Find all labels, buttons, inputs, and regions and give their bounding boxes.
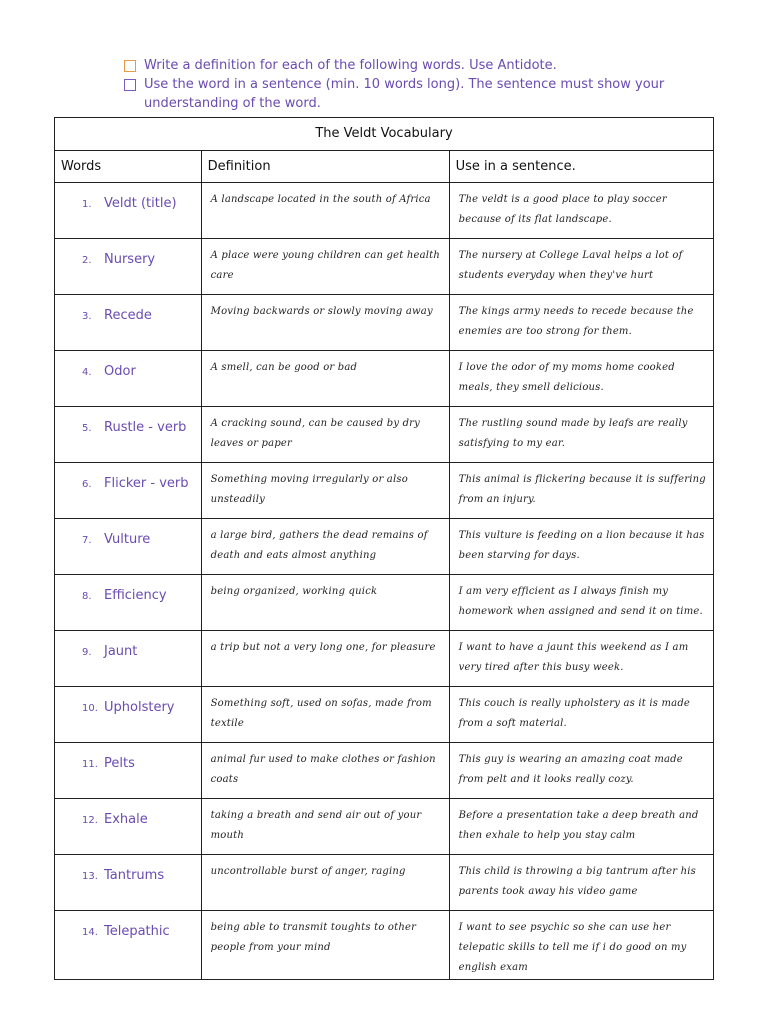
definition-text: a large bird, gathers the dead remains of death and eats almost anything [210, 530, 428, 561]
table-row [55, 183, 714, 239]
sentence-text: I love the odor of my moms home cooked meals, they smell delicious. [458, 362, 675, 393]
table-row [55, 799, 714, 855]
table-title: The Veldt Vocabulary [55, 118, 714, 151]
sentence-cell [449, 743, 713, 799]
sentence-cell [449, 239, 713, 295]
definition-text: A smell, can be good or bad [210, 362, 358, 373]
table-body [55, 183, 714, 980]
instruction-2 [124, 75, 724, 113]
definition-text: a trip but not a very long one, for pleasure [210, 642, 436, 653]
row-number: 2. [82, 255, 92, 266]
row-number: 5. [82, 423, 92, 434]
sentence-cell [449, 519, 713, 575]
sentence-text: The veldt is a good place to play soccer because of its flat landscape. [458, 194, 667, 225]
table-row [55, 407, 714, 463]
word-cell [55, 575, 202, 631]
vocabulary-table [54, 117, 714, 980]
definition-text: taking a breath and send air out of your mouth [210, 810, 422, 841]
table-header-row [55, 151, 714, 183]
instruction-1 [124, 56, 724, 75]
sentence-text: I am very efficient as I always finish my homework when assigned and send it on time. [458, 586, 703, 617]
vocab-word: Tantrums [104, 868, 165, 883]
definition-cell [201, 463, 449, 519]
definition-text: being able to transmit toughts to other people from your mind [210, 922, 417, 953]
table-row [55, 743, 714, 799]
table-row [55, 575, 714, 631]
vocab-word: Telepathic [104, 924, 170, 939]
row-number: 4. [82, 367, 92, 378]
sentence-text: The rustling sound made by leafs are really satisfying to my ear. [458, 418, 688, 449]
instructions [124, 56, 724, 113]
header-words: Words [55, 151, 202, 183]
sentence-cell [449, 855, 713, 911]
definition-text: uncontrollable burst of anger, raging [210, 866, 406, 877]
definition-text: Something moving irregularly or also unsteadily [210, 474, 408, 505]
definition-text: A place were young children can get health care [210, 250, 441, 281]
word-cell [55, 239, 202, 295]
word-cell [55, 519, 202, 575]
definition-text: Something soft, used on sofas, made from textile [210, 698, 432, 729]
sentence-cell [449, 575, 713, 631]
vocab-word: Upholstery [104, 700, 175, 715]
definition-cell [201, 351, 449, 407]
sentence-cell [449, 911, 713, 980]
sentence-text: This couch is really upholstery as it is made from a soft material. [458, 698, 691, 729]
definition-cell [201, 575, 449, 631]
word-cell [55, 183, 202, 239]
definition-cell [201, 855, 449, 911]
row-number: 13. [82, 871, 98, 882]
definition-cell [201, 911, 449, 980]
instruction-text: Write a definition for each of the following words. Use Antidote. [144, 58, 557, 73]
word-cell [55, 463, 202, 519]
header-definition: Definition [201, 151, 449, 183]
table-row [55, 295, 714, 351]
row-number: 6. [82, 479, 92, 490]
definition-cell [201, 239, 449, 295]
instruction-text: Use the word in a sentence (min. 10 words long). The sentence must show your understanding of the word. [144, 77, 665, 111]
word-cell [55, 911, 202, 980]
row-number: 8. [82, 591, 92, 602]
checkbox-icon[interactable] [124, 60, 136, 72]
definition-cell [201, 799, 449, 855]
vocab-word: Vulture [104, 532, 151, 547]
row-number: 7. [82, 535, 92, 546]
row-number: 10. [82, 703, 98, 714]
sentence-text: I want to see psychic so she can use her telepatic skills to tell me if i do good on my english exam [458, 922, 687, 973]
sentence-cell [449, 407, 713, 463]
vocab-word: Flicker - verb [104, 476, 189, 491]
definition-text: A landscape located in the south of Africa [210, 194, 431, 205]
word-cell [55, 407, 202, 463]
definition-text: A cracking sound, can be caused by dry leaves or paper [210, 418, 421, 449]
vocab-word: Pelts [104, 756, 135, 771]
sentence-text: This child is throwing a big tantrum after his parents took away his video game [458, 866, 696, 897]
header-sentence: Use in a sentence. [449, 151, 713, 183]
sentence-text: Before a presentation take a deep breath and then exhale to help you stay calm [458, 810, 699, 841]
word-cell [55, 687, 202, 743]
vocab-word: Rustle - verb [104, 420, 187, 435]
definition-cell [201, 295, 449, 351]
row-number: 14. [82, 927, 98, 938]
sentence-text: The nursery at College Laval helps a lot of students everyday when they've hurt [458, 250, 683, 281]
definition-cell [201, 183, 449, 239]
table-row [55, 911, 714, 980]
definition-cell [201, 519, 449, 575]
definition-text: being organized, working quick [210, 586, 378, 597]
row-number: 3. [82, 311, 92, 322]
vocab-word: Veldt (title) [104, 196, 177, 211]
sentence-cell [449, 463, 713, 519]
sentence-text: This vulture is feeding on a lion because it has been starving for days. [458, 530, 705, 561]
definition-cell [201, 743, 449, 799]
table-row [55, 239, 714, 295]
word-cell [55, 855, 202, 911]
table-row [55, 631, 714, 687]
sentence-cell [449, 687, 713, 743]
sentence-cell [449, 631, 713, 687]
word-cell [55, 743, 202, 799]
word-cell [55, 631, 202, 687]
word-cell [55, 351, 202, 407]
sentence-text: This animal is flickering because it is suffering from an injury. [458, 474, 706, 505]
table-row [55, 855, 714, 911]
table-row [55, 519, 714, 575]
sentence-text: The kings army needs to recede because the enemies are too strong for them. [458, 306, 694, 337]
definition-text: animal fur used to make clothes or fashion coats [210, 754, 436, 785]
sentence-cell [449, 183, 713, 239]
sentence-cell [449, 351, 713, 407]
definition-text: Moving backwards or slowly moving away [210, 306, 433, 317]
vocab-word: Recede [104, 308, 152, 323]
vocab-word: Odor [104, 364, 136, 379]
table-row [55, 687, 714, 743]
definition-cell [201, 687, 449, 743]
vocab-word: Jaunt [104, 644, 138, 659]
vocab-word: Efficiency [104, 588, 167, 603]
table-row [55, 463, 714, 519]
word-cell [55, 799, 202, 855]
word-cell [55, 295, 202, 351]
sentence-text: This guy is wearing an amazing coat made from pelt and it looks really cozy. [458, 754, 683, 785]
sentence-text: I want to have a jaunt this weekend as I am very tired after this busy week. [458, 642, 689, 673]
checkbox-icon[interactable] [124, 79, 136, 91]
row-number: 12. [82, 815, 98, 826]
definition-cell [201, 407, 449, 463]
sentence-cell [449, 799, 713, 855]
vocab-word: Nursery [104, 252, 156, 267]
vocab-word: Exhale [104, 812, 148, 827]
table-row [55, 351, 714, 407]
row-number: 1. [82, 199, 92, 210]
row-number: 11. [82, 759, 98, 770]
definition-cell [201, 631, 449, 687]
sentence-cell [449, 295, 713, 351]
row-number: 9. [82, 647, 92, 658]
